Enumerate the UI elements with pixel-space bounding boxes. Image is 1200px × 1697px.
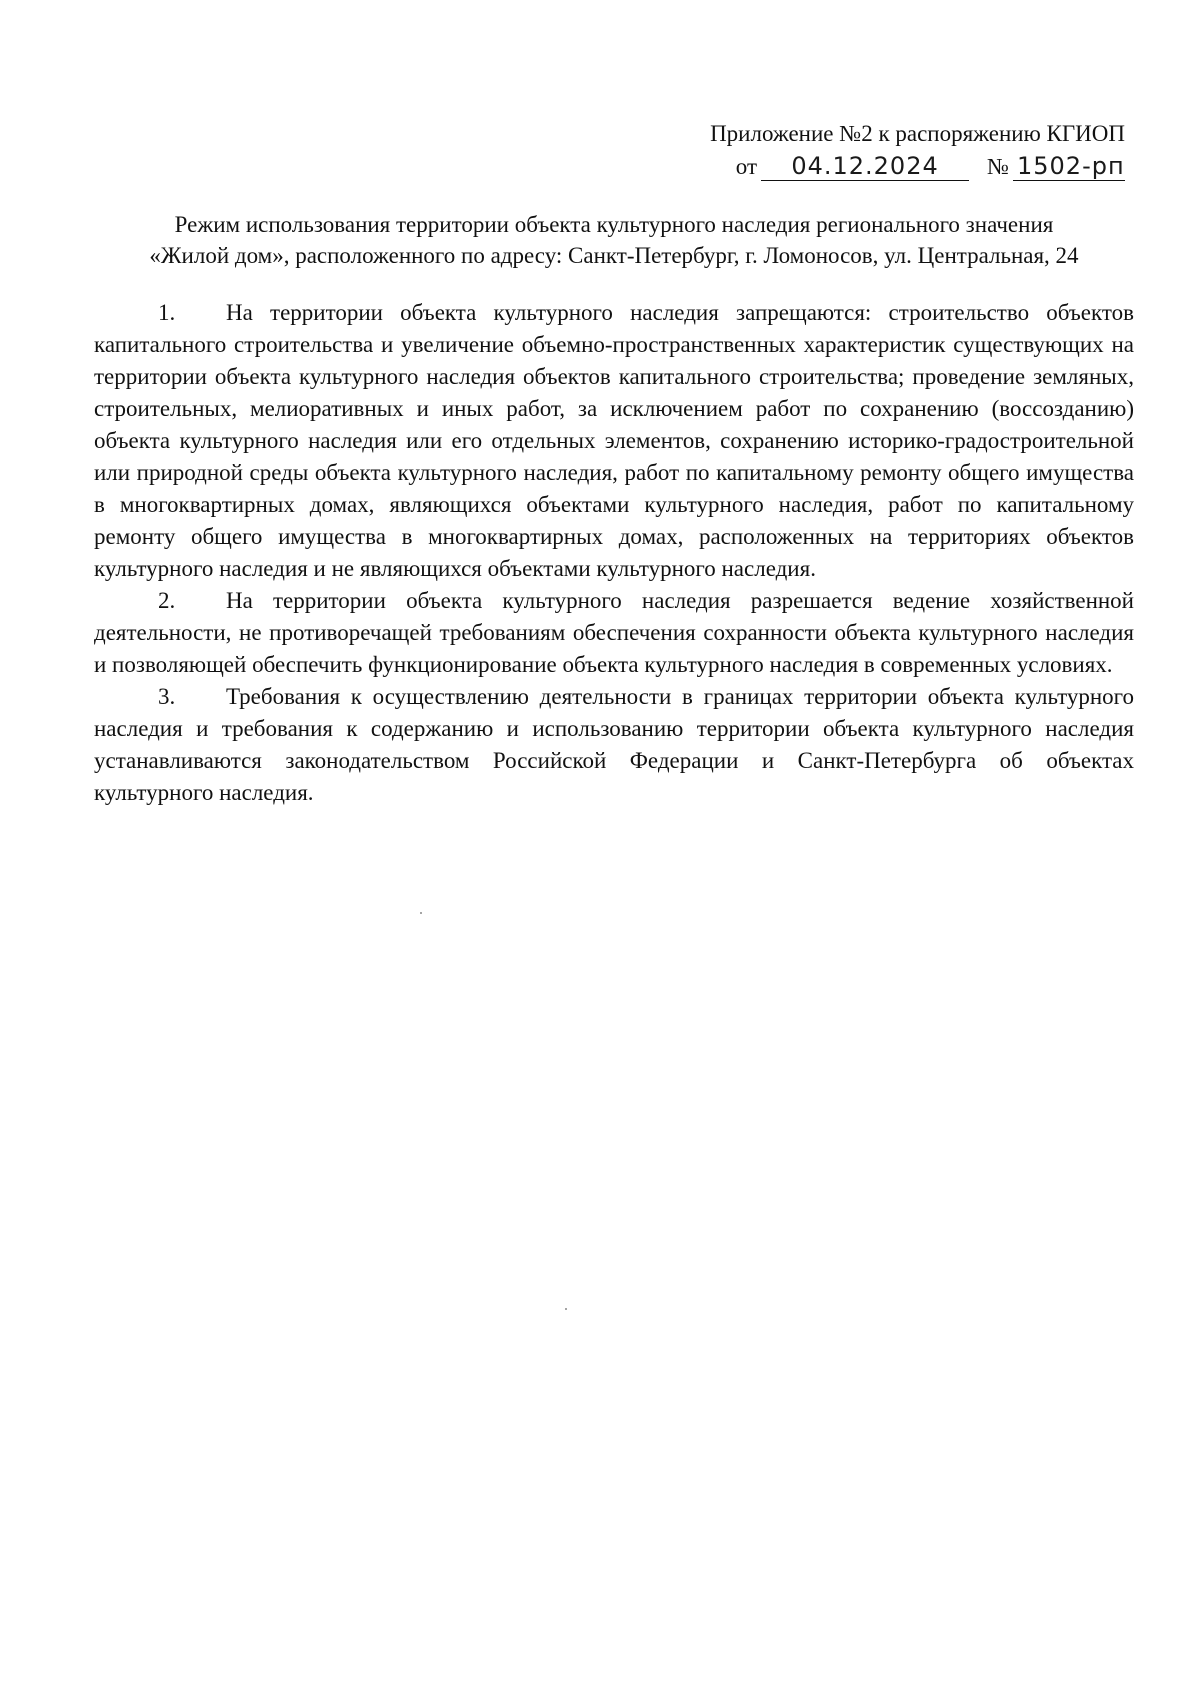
paragraph-text: Требования к осуществлению деятельности в границах территории объекта культурного наследия и требования к содержанию и использованию территории объекта культурного наследия устанавливаются законодательством Российской Федерации и Санкт-Петербурга об объектах культурного наследия. xyxy=(94,684,1134,805)
handwritten-order-number: 1502-рп xyxy=(1013,152,1125,181)
from-label: от xyxy=(735,154,758,179)
paragraph-1 xyxy=(94,297,1134,585)
paragraph-number: 3. xyxy=(158,684,176,709)
title-line-1: Режим использования территории объекта культурного наследия регионального значения xyxy=(174,212,1054,237)
title-line-2: «Жилой дом», расположенного по адресу: Санкт-Петербург, г. Ломоносов, ул. Центральная, 24 xyxy=(149,243,1079,268)
handwritten-date: 04.12.2024 xyxy=(761,152,969,181)
appendix-header xyxy=(680,118,1125,182)
appendix-reference: Приложение №2 к распоряжению КГИОП xyxy=(710,121,1125,146)
document-body xyxy=(94,297,1134,809)
paragraph-number: 1. xyxy=(158,300,176,325)
scan-speck xyxy=(565,1308,567,1310)
paragraph-3 xyxy=(94,681,1134,809)
scan-speck xyxy=(420,912,422,914)
number-label: № xyxy=(987,154,1009,179)
paragraph-number: 2. xyxy=(158,588,176,613)
paragraph-text: На территории объекта культурного наследия разрешается ведение хозяйственной деятельности, не противоречащей требованиям обеспечения сохранности объекта культурного наследия и позволяющей обеспечить функционирование объекта культурного наследия в современных условиях. xyxy=(94,588,1134,677)
paragraph-text: На территории объекта культурного наследия запрещаются: строительство объектов капитального строительства и увеличение объемно-пространственных характеристик существующих на территории объекта культурного наследия объектов капитального строительства; проведение земляных, строительных, мелиоративных и иных работ, за исключением работ по сохранению (воссозданию) объекта культурного наследия или его отдельных элементов, сохранению историко-градостроительной или природной среды объекта культурного наследия, работ по капитальному ремонту общего имущества в многоквартирных домах, являющихся объектами культурного наследия, работ по капитальному ремонту общего имущества в многоквартирных домах, расположенных на территориях объектов культурного наследия и не являющихся объектами культурного наследия. xyxy=(94,300,1134,581)
order-date-number-line xyxy=(680,151,1125,182)
paragraph-2 xyxy=(94,585,1134,681)
document-title xyxy=(94,209,1134,271)
